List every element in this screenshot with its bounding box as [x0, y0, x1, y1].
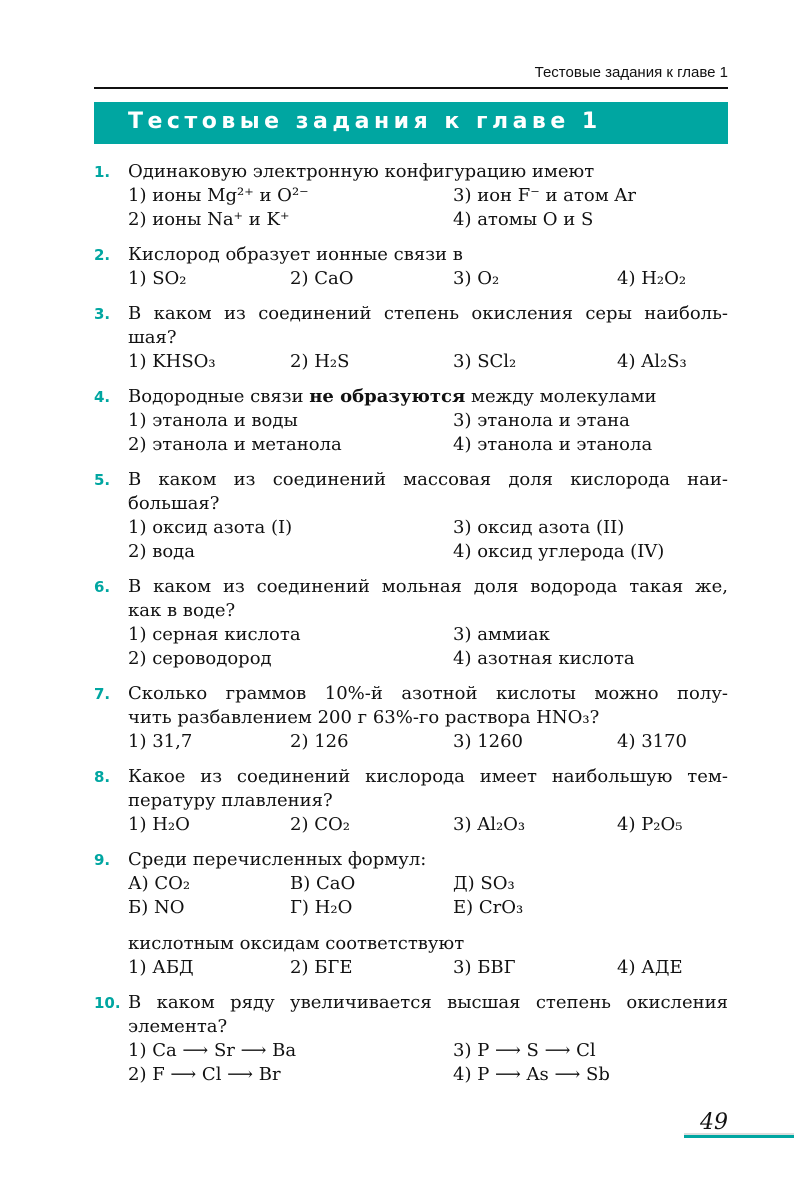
page-number: 49 — [700, 1110, 728, 1135]
answer-options — [128, 623, 728, 671]
answer-option: 2) БГЕ — [290, 957, 353, 978]
answer-option: 2) вода — [128, 541, 195, 562]
question-stem: пературу плавления? — [128, 790, 333, 811]
question-number: 2. — [94, 246, 111, 264]
question-number: 3. — [94, 305, 111, 323]
formula: Б) NO — [128, 897, 185, 918]
answer-option: 3) аммиак — [453, 624, 550, 645]
answer-options — [128, 184, 728, 232]
question-stem: большая? — [128, 493, 220, 514]
running-header: Тестовые задания к главе 1 — [534, 64, 728, 81]
question-number: 1. — [94, 163, 111, 181]
question-stem-continued: кислотным оксидам соответствуют — [128, 933, 465, 954]
question-stem: В каком из соединений массовая доля кислорода наи- — [128, 469, 728, 490]
answer-option: 1) этанола и воды — [128, 410, 298, 431]
formula: Д) SO₃ — [453, 873, 515, 894]
answer-option: 2) сероводород — [128, 648, 272, 669]
answer-options — [128, 956, 728, 980]
answer-option: 1) 31,7 — [128, 731, 193, 752]
answer-options — [128, 267, 728, 291]
answer-option: 3) ион F⁻ и атом Ar — [453, 185, 637, 206]
question-number: 8. — [94, 768, 111, 786]
answer-options — [128, 409, 728, 457]
question-stem: как в воде? — [128, 600, 236, 621]
question-number: 6. — [94, 578, 111, 596]
formula — [617, 896, 728, 920]
answer-option: 1) ионы Mg²⁺ и O²⁻ — [128, 185, 309, 206]
answer-option: 2) ионы Na⁺ и K⁺ — [128, 209, 290, 230]
question — [94, 991, 728, 1087]
answer-options — [128, 730, 728, 754]
formula — [617, 872, 728, 896]
question-stem: чить разбавлением 200 г 63%-го раствора HNO₃? — [128, 707, 600, 728]
section-title: Тестовые задания к главе 1 — [128, 109, 602, 134]
question-stem: Одинаковую электронную конфигурацию имеют — [128, 161, 595, 182]
answer-option: 3) БВГ — [453, 957, 516, 978]
answer-option: 3) 1260 — [453, 731, 524, 752]
answer-option: 3) O₂ — [453, 268, 500, 289]
question-stem: шая? — [128, 327, 177, 348]
answer-option: 2) CO₂ — [290, 814, 350, 835]
question-number: 7. — [94, 685, 111, 703]
answer-option: 3) P ⟶ S ⟶ Cl — [453, 1040, 596, 1061]
question — [94, 302, 728, 374]
answer-option: 1) серная кислота — [128, 624, 301, 645]
question-stem: элемента? — [128, 1016, 228, 1037]
question — [94, 765, 728, 837]
answer-option: 4) оксид углерода (IV) — [453, 541, 665, 562]
answer-option: 2) этанола и метанола — [128, 434, 342, 455]
question-stem: Среди перечисленных формул: — [128, 849, 427, 870]
question-stem: Сколько граммов 10%-й азотной кислоты можно полу- — [128, 683, 728, 704]
answer-option: 1) Ca ⟶ Sr ⟶ Ba — [128, 1040, 297, 1061]
answer-option: 1) SO₂ — [128, 268, 187, 289]
question — [94, 848, 728, 980]
answer-option: 2) CaO — [290, 268, 354, 289]
question-number: 10. — [94, 994, 121, 1012]
question-number: 9. — [94, 851, 111, 869]
formula-list — [128, 872, 728, 920]
formula: Г) H₂O — [290, 897, 353, 918]
question-stem: Какое из соединений кислорода имеет наибольшую тем- — [128, 766, 728, 787]
question — [94, 243, 728, 291]
answer-option: 1) оксид азота (I) — [128, 517, 293, 538]
question-stem — [128, 385, 728, 409]
answer-option: 3) SCl₂ — [453, 351, 517, 372]
section-banner — [94, 102, 728, 144]
answer-option: 1) АБД — [128, 957, 194, 978]
answer-option: 3) Al₂O₃ — [453, 814, 526, 835]
question-number: 4. — [94, 388, 111, 406]
question — [94, 682, 728, 754]
answer-option: 4) азотная кислота — [453, 648, 635, 669]
question-stem: В каком ряду увеличивается высшая степень окисления — [128, 992, 728, 1013]
formula: Е) CrO₃ — [453, 897, 524, 918]
answer-option: 4) Al₂S₃ — [617, 351, 687, 372]
answer-option: 3) этанола и этана — [453, 410, 630, 431]
answer-option: 4) H₂O₂ — [617, 268, 687, 289]
answer-option: 2) 126 — [290, 731, 349, 752]
header-rule — [94, 87, 728, 89]
answer-options — [128, 1039, 728, 1087]
answer-option: 4) АДЕ — [617, 957, 683, 978]
question-stem: В каком из соединений мольная доля водорода такая же, — [128, 576, 728, 597]
answer-option: 1) KHSO₃ — [128, 351, 216, 372]
answer-option: 4) P₂O₅ — [617, 814, 683, 835]
question-list — [94, 160, 728, 1098]
answer-option: 4) атомы O и S — [453, 209, 594, 230]
question — [94, 160, 728, 232]
formula: А) CO₂ — [128, 873, 191, 894]
stem-part: между молекулами — [465, 386, 657, 407]
question — [94, 468, 728, 564]
question — [94, 385, 728, 457]
question-stem: Кислород образует ионные связи в — [128, 244, 463, 265]
answer-options — [128, 516, 728, 564]
answer-options — [128, 813, 728, 837]
stem-part: Водородные связи — [128, 386, 310, 407]
stem-part: не образуются — [309, 386, 466, 407]
answer-options — [128, 350, 728, 374]
question-number: 5. — [94, 471, 111, 489]
answer-option: 4) P ⟶ As ⟶ Sb — [453, 1064, 610, 1085]
answer-option: 1) H₂O — [128, 814, 190, 835]
question-stem: В каком из соединений степень окисления серы наиболь- — [128, 303, 728, 324]
answer-option: 3) оксид азота (II) — [453, 517, 625, 538]
question — [94, 575, 728, 671]
answer-option: 4) этанола и этанола — [453, 434, 653, 455]
answer-option: 2) H₂S — [290, 351, 350, 372]
answer-option: 2) F ⟶ Cl ⟶ Br — [128, 1064, 281, 1085]
answer-option: 4) 3170 — [617, 731, 688, 752]
formula: В) CaO — [290, 873, 356, 894]
